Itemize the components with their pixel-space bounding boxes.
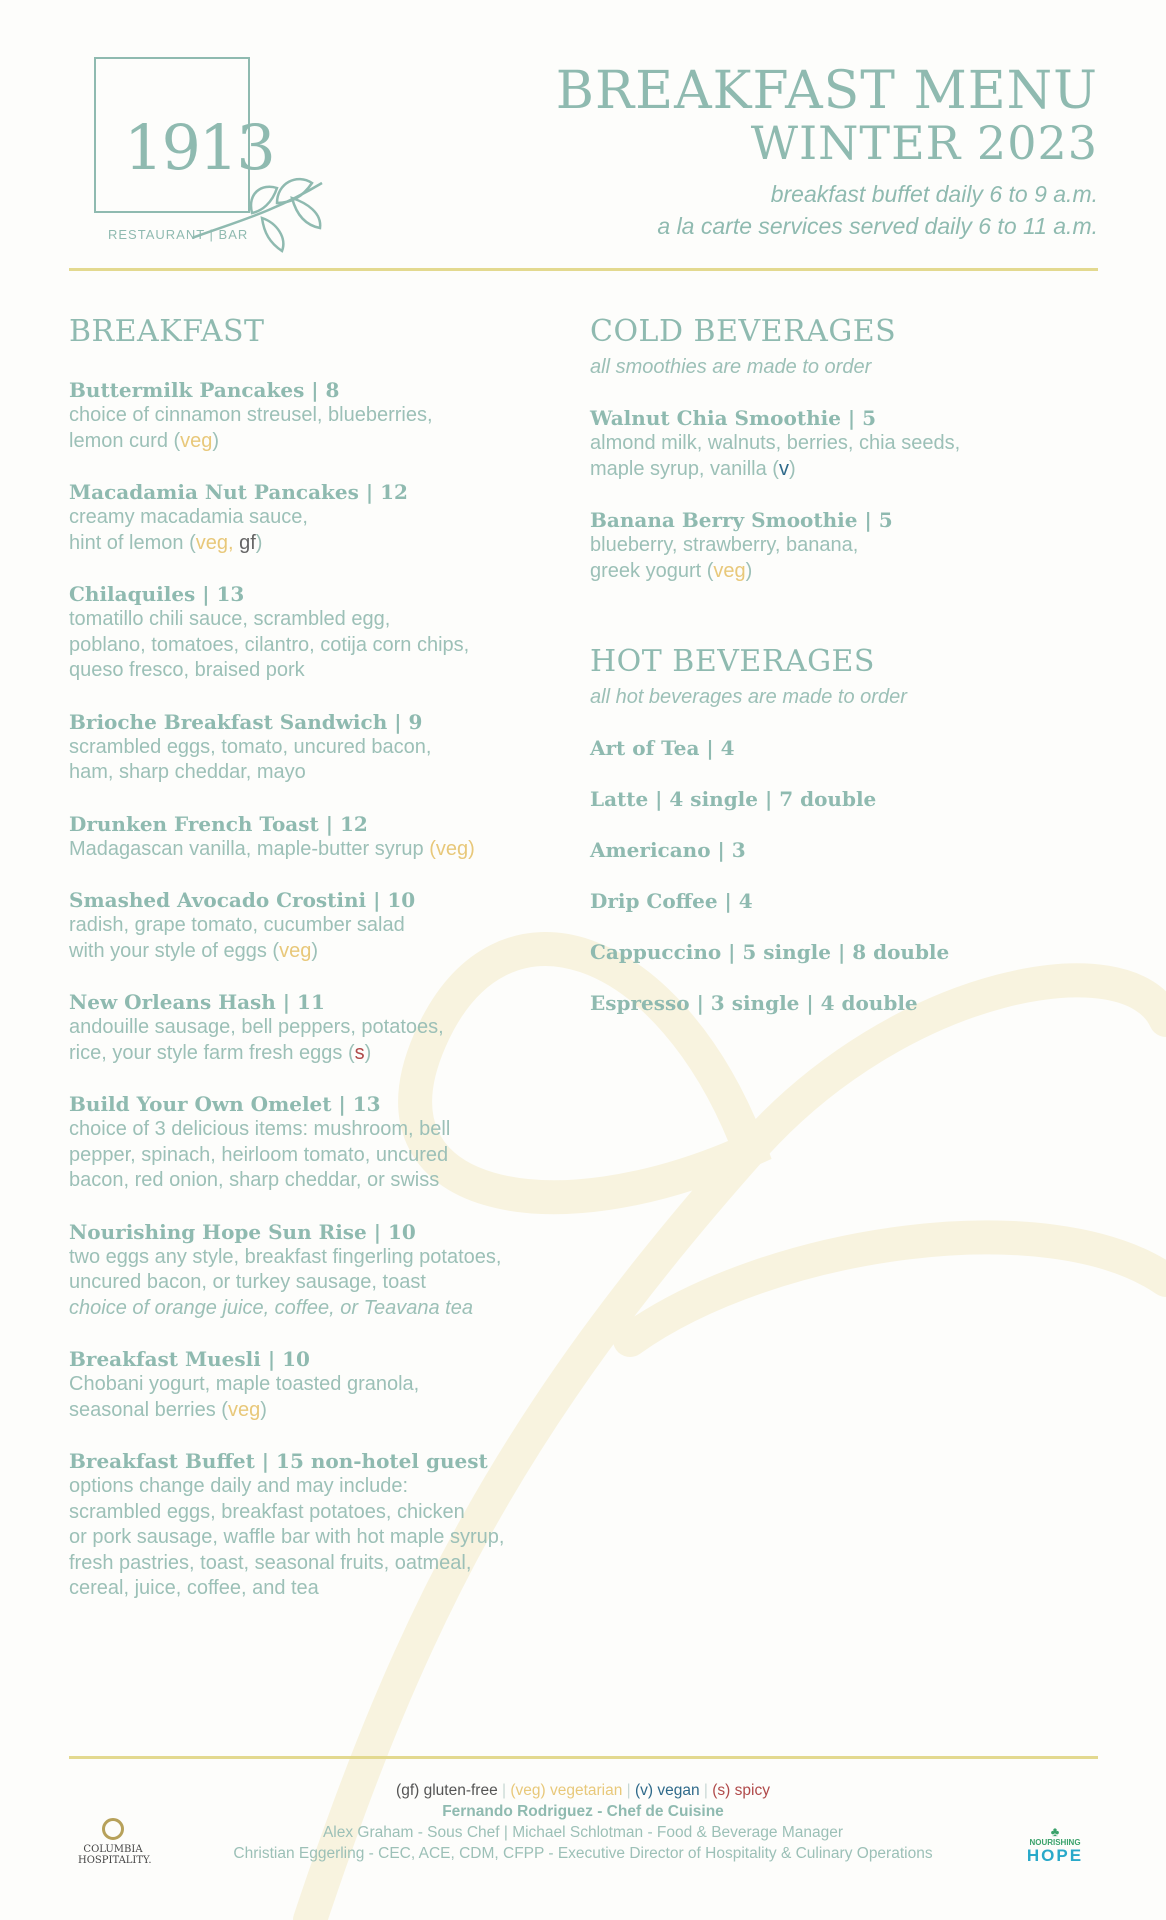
veg-tag: (veg)	[429, 837, 475, 860]
spicy-tag: s	[354, 1041, 365, 1064]
beverage-item: Art of Tea | 4	[590, 736, 735, 760]
menu-item	[590, 405, 1090, 482]
vegan-tag: v	[778, 457, 789, 480]
logo-number: 1913	[124, 111, 274, 184]
item-title: Build Your Own Omelet | 13	[69, 1092, 381, 1116]
item-desc: choice of 3 delicious items: mushroom, bell pepper, spinach, heirloom tomato, uncured bacon, red onion, sharp cheddar, or swiss	[69, 1118, 451, 1191]
item-desc: radish, grape tomato, cucumber salad with your style of eggs (veg)	[69, 914, 405, 962]
menu-season: WINTER 2023	[750, 116, 1098, 170]
logo-subtitle: RESTAURANT | BAR	[108, 227, 249, 242]
menu-item	[69, 887, 589, 964]
veg-tag: veg	[713, 559, 746, 582]
item-title: Brioche Breakfast Sandwich | 9	[69, 709, 423, 734]
veg-tag: veg,	[195, 531, 234, 554]
item-title: Chilaquiles | 13	[69, 582, 245, 606]
menu-item	[69, 479, 589, 556]
section-title-hot: HOT BEVERAGES	[590, 644, 875, 679]
breakfast-section	[69, 312, 589, 1602]
beverage-item: Americano | 3	[590, 838, 746, 862]
beverage-item: Drip Coffee | 4	[590, 889, 753, 913]
beverage-item: Cappuccino | 5 single | 8 double	[590, 940, 950, 964]
menu-item	[69, 1091, 589, 1194]
veg-tag: veg	[227, 1398, 261, 1421]
menu-item	[69, 1448, 589, 1602]
section-title-cold: COLD BEVERAGES	[590, 314, 897, 349]
item-title: Smashed Avocado Crostini | 10	[69, 888, 416, 912]
veg-tag: veg	[180, 429, 213, 452]
item-desc: Chobani yogurt, maple toasted granola, seasonal berries (veg)	[69, 1373, 420, 1421]
menu-header	[555, 61, 1098, 242]
chef-credit: Fernando Rodriguez - Chef de Cuisine	[442, 1803, 724, 1820]
beverages-section	[590, 312, 1090, 1016]
item-title: Walnut Chia Smoothie | 5	[590, 406, 877, 430]
item-desc: choice of cinnamon streusel, blueberries, lemon curd (veg)	[69, 404, 433, 452]
item-title: Macadamia Nut Pancakes | 12	[69, 480, 408, 504]
staff-credit: Alex Graham - Sous Chef | Michael Schlotman - Food & Beverage Manager	[322, 1824, 844, 1841]
section-title-breakfast: BREAKFAST	[69, 314, 265, 349]
item-desc: two eggs any style, breakfast fingerling potatoes, uncured bacon, or turkey sausage, toast choice of orange juice, coffee, or Teavana tea	[69, 1245, 502, 1319]
menu-item	[69, 989, 589, 1066]
menu-item	[69, 1219, 589, 1322]
menu-item	[69, 581, 589, 684]
beverage-item: Espresso | 3 single | 4 double	[590, 991, 918, 1015]
item-title: Banana Berry Smoothie | 5	[590, 508, 893, 532]
director-credit: Christian Eggerling - CEC, ACE, CDM, CFPP - Executive Director of Hospitality & Culinary Operations	[233, 1845, 933, 1862]
menu-item	[69, 709, 589, 786]
beverage-item: Latte | 4 single | 7 double	[590, 787, 877, 811]
veg-tag: veg	[279, 939, 312, 962]
columbia-hospitality-logo: COLUMBIA HOSPITALITY.	[78, 1818, 148, 1866]
item-title: Buttermilk Pancakes | 8	[69, 378, 340, 402]
menu-item	[590, 507, 1090, 584]
ring-icon	[102, 1818, 124, 1840]
service-hours: a la carte services served daily 6 to 11 a.m.	[657, 213, 1098, 239]
menu-item	[69, 377, 589, 454]
gf-tag: gf	[239, 531, 256, 554]
item-desc: scrambled eggs, tomato, uncured bacon, ham, sharp cheddar, mayo	[69, 735, 432, 783]
item-desc: Madagascan vanilla, maple-butter syrup (veg)	[69, 837, 475, 860]
dietary-legend: (gf) gluten-free | (veg) vegetarian | (v) vegan | (s) spicy	[396, 1782, 770, 1799]
section-note-cold: all smoothies are made to order	[590, 356, 872, 378]
item-desc: blueberry, strawberry, banana, greek yogurt (veg)	[590, 534, 859, 582]
header-divider	[69, 268, 1098, 271]
footer-divider	[69, 1756, 1098, 1759]
item-title: Nourishing Hope Sun Rise | 10	[69, 1219, 416, 1244]
item-desc: andouille sausage, bell peppers, potatoes, rice, your style farm fresh eggs (s)	[69, 1016, 444, 1064]
menu-item	[69, 811, 589, 863]
menu-item	[69, 1346, 589, 1423]
item-title: Drunken French Toast | 12	[69, 811, 368, 836]
item-title: Breakfast Buffet | 15 non-hotel guest	[69, 1449, 488, 1473]
item-desc: tomatillo chili sauce, scrambled egg, poblano, tomatoes, cilantro, cotija corn chips, queso fresco, braised pork	[69, 608, 470, 681]
restaurant-logo	[92, 55, 332, 245]
footer	[0, 1780, 1166, 1864]
section-note-hot: all hot beverages are made to order	[590, 686, 907, 708]
item-desc: options change daily and may include: scrambled eggs, breakfast potatoes, chicken or pork sausage, waffle bar with hot maple syrup, fresh pastries, toast, seasonal fruits, oatmeal, cereal, juice, coffee, and tea	[69, 1475, 505, 1599]
sprout-icon: ♣	[1050, 1824, 1060, 1839]
item-title: New Orleans Hash | 11	[69, 990, 325, 1014]
item-desc: creamy macadamia sauce, hint of lemon (veg, gf)	[69, 506, 308, 554]
item-desc: almond milk, walnuts, berries, chia seeds, maple syrup, vanilla (v)	[590, 432, 961, 480]
menu-title: BREAKFAST MENU	[555, 61, 1098, 121]
buffet-hours: breakfast buffet daily 6 to 9 a.m.	[770, 181, 1098, 207]
item-title: Breakfast Muesli | 10	[69, 1347, 310, 1371]
nourishing-hope-logo: ♣ NOURISHING HOPE	[1020, 1826, 1090, 1865]
